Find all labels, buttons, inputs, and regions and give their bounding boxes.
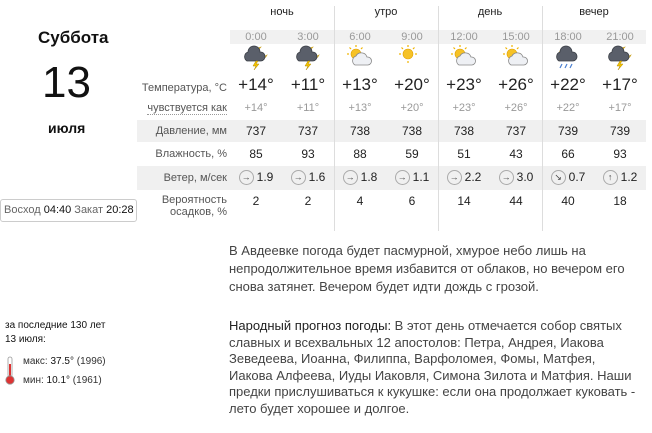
record-min-label: мин: bbox=[23, 375, 44, 386]
wind-direction-icon: → bbox=[291, 170, 306, 185]
wind-row bbox=[137, 166, 646, 190]
wind-value bbox=[230, 170, 282, 185]
wind-speed: 1.9 bbox=[256, 170, 274, 184]
wind-value bbox=[438, 170, 490, 185]
humidity-value: 59 bbox=[405, 147, 419, 161]
humidity-row bbox=[137, 143, 646, 165]
pressure-row bbox=[137, 120, 646, 142]
wind-speed: 3.0 bbox=[516, 170, 534, 184]
pressure-value: 739 bbox=[609, 124, 631, 138]
wind-speed: 0.7 bbox=[568, 170, 586, 184]
icon-row bbox=[137, 48, 646, 76]
wind-direction-icon: → bbox=[239, 170, 254, 185]
precip-label-line1: Вероятность bbox=[161, 194, 227, 206]
sun-icon bbox=[397, 44, 427, 68]
feels-row bbox=[137, 98, 646, 118]
time-slot: 9:00 bbox=[401, 31, 423, 43]
record-max bbox=[23, 356, 106, 367]
wind-speed: 1.8 bbox=[360, 170, 378, 184]
wind-direction-icon: → bbox=[395, 170, 410, 185]
temperature-label: Температура, °C bbox=[141, 82, 227, 94]
sun-cloud-icon bbox=[345, 44, 375, 68]
temperature-value: +22° bbox=[550, 75, 586, 94]
temperature-value: +13° bbox=[342, 75, 378, 94]
period-morning: утро bbox=[374, 6, 398, 18]
period-divider bbox=[334, 6, 335, 231]
sunrise-label: Восход bbox=[4, 204, 41, 216]
wind-direction-icon: → bbox=[499, 170, 514, 185]
period-day: день bbox=[477, 6, 503, 18]
humidity-value: 66 bbox=[561, 147, 575, 161]
precip-value: 44 bbox=[509, 194, 523, 208]
feels-value: +14° bbox=[244, 102, 268, 114]
humidity-label: Влажность, % bbox=[155, 148, 227, 160]
feels-value: +17° bbox=[608, 102, 632, 114]
folk-forecast bbox=[229, 318, 639, 417]
temperature-value: +26° bbox=[498, 75, 534, 94]
humidity-value: 93 bbox=[613, 147, 627, 161]
feels-value: +22° bbox=[556, 102, 580, 114]
thermometer-icon bbox=[5, 356, 15, 386]
sun-cloud-icon bbox=[501, 44, 531, 68]
pressure-value: 738 bbox=[453, 124, 475, 138]
time-slot: 21:00 bbox=[606, 31, 634, 43]
night-cloud-storm-icon bbox=[241, 44, 271, 68]
folk-forecast-text: В этот день отмечается собор святых славных и всехвальных 12 апостолов: Петра, Андрея, Иакова Зеведеева, Иоанна, Филиппа, Варфоломея, Фомы, Матфея, Иакова Алфеева, Иуды Иаковля, Симона Зилота и Матфия. Наши предки прислушиваться к кукушке: если она продолжает куковать - лето будет хорошее и долгое. bbox=[229, 318, 636, 416]
wind-value bbox=[282, 170, 334, 185]
pressure-value: 739 bbox=[557, 124, 579, 138]
day-number: 13 bbox=[42, 58, 91, 107]
humidity-value: 88 bbox=[353, 147, 367, 161]
humidity-value: 93 bbox=[301, 147, 315, 161]
record-max-label: макс: bbox=[23, 356, 48, 367]
wind-value bbox=[490, 170, 542, 185]
pressure-value: 737 bbox=[505, 124, 527, 138]
precip-label-line2: осадков, % bbox=[170, 206, 227, 218]
record-min-value: 10.1° bbox=[46, 375, 71, 386]
precip-value: 18 bbox=[613, 194, 627, 208]
month-name: июля bbox=[48, 120, 86, 136]
cloud-rain-icon bbox=[553, 44, 583, 68]
wind-value bbox=[594, 170, 646, 185]
night-cloud-storm-icon bbox=[605, 44, 635, 68]
precip-value: 6 bbox=[408, 194, 416, 208]
feels-value: +23° bbox=[452, 102, 476, 114]
time-slot: 18:00 bbox=[554, 31, 582, 43]
time-slot: 15:00 bbox=[502, 31, 530, 43]
precip-value: 40 bbox=[561, 194, 575, 208]
time-slot: 0:00 bbox=[245, 31, 267, 43]
record-max-year: (1996) bbox=[76, 356, 106, 367]
day-name: Суббота bbox=[38, 28, 109, 47]
sun-cloud-icon bbox=[449, 44, 479, 68]
forecast-description: В Авдеевке погода будет пасмурной, хмурое небо лишь на непродолжительное время избавится от облаков, но вечером его снова затянет. Вечером будет идти дождь с грозой. bbox=[229, 243, 625, 294]
feels-value: +26° bbox=[504, 102, 528, 114]
pressure-value: 737 bbox=[297, 124, 319, 138]
feels-label-wrap bbox=[137, 102, 227, 114]
time-slot: 3:00 bbox=[297, 31, 319, 43]
time-slot: 6:00 bbox=[349, 31, 371, 43]
feels-value: +20° bbox=[400, 102, 424, 114]
precip-label bbox=[137, 194, 227, 218]
sunrise-sunset-box bbox=[0, 199, 137, 222]
pressure-value: 737 bbox=[245, 124, 267, 138]
temperature-value: +20° bbox=[394, 75, 430, 94]
pressure-value: 738 bbox=[349, 124, 371, 138]
wind-value bbox=[334, 170, 386, 185]
feels-label[interactable]: чувствуется как bbox=[147, 102, 227, 114]
wind-label: Ветер, м/сек bbox=[163, 172, 227, 184]
feels-value: +11° bbox=[296, 102, 320, 114]
records-period: за последние 130 лет bbox=[5, 320, 106, 331]
precip-value: 2 bbox=[304, 194, 312, 208]
period-night: ночь bbox=[270, 6, 294, 18]
humidity-value: 51 bbox=[457, 147, 471, 161]
sunset-time: 20:28 bbox=[106, 204, 134, 216]
period-divider bbox=[542, 6, 543, 231]
pressure-value: 738 bbox=[401, 124, 423, 138]
wind-speed: 2.2 bbox=[464, 170, 482, 184]
record-min-year: (1961) bbox=[72, 375, 102, 386]
folk-forecast-title: Народный прогноз погоды: bbox=[229, 318, 392, 333]
wind-speed: 1.6 bbox=[308, 170, 326, 184]
wind-direction-icon: ↘ bbox=[551, 170, 566, 185]
precip-value: 2 bbox=[252, 194, 260, 208]
period-evening: вечер bbox=[579, 6, 609, 18]
temperature-value: +11° bbox=[290, 75, 326, 94]
records-date: 13 июля: bbox=[5, 334, 46, 345]
wind-speed: 1.2 bbox=[620, 170, 638, 184]
period-divider bbox=[438, 6, 439, 231]
humidity-value: 43 bbox=[509, 147, 523, 161]
wind-direction-icon: → bbox=[447, 170, 462, 185]
temperature-value: +17° bbox=[602, 75, 638, 94]
sunset-label: Закат bbox=[74, 204, 104, 216]
wind-value bbox=[386, 170, 438, 185]
wind-value bbox=[542, 170, 594, 185]
wind-speed: 1.1 bbox=[412, 170, 430, 184]
record-max-value: 37.5° bbox=[50, 356, 74, 367]
record-min bbox=[23, 375, 102, 386]
precip-value: 4 bbox=[356, 194, 364, 208]
temperature-row bbox=[137, 73, 646, 97]
pressure-label: Давление, мм bbox=[155, 125, 227, 137]
feels-value: +13° bbox=[348, 102, 372, 114]
sunrise-time: 04:40 bbox=[43, 204, 72, 216]
temperature-value: +23° bbox=[446, 75, 482, 94]
wind-direction-icon: → bbox=[343, 170, 358, 185]
precip-row bbox=[137, 193, 646, 223]
night-cloud-storm-icon bbox=[293, 44, 323, 68]
wind-direction-icon: ↑ bbox=[603, 170, 618, 185]
time-slot: 12:00 bbox=[450, 31, 478, 43]
temperature-value: +14° bbox=[238, 75, 274, 94]
precip-value: 14 bbox=[457, 194, 471, 208]
humidity-value: 85 bbox=[249, 147, 263, 161]
